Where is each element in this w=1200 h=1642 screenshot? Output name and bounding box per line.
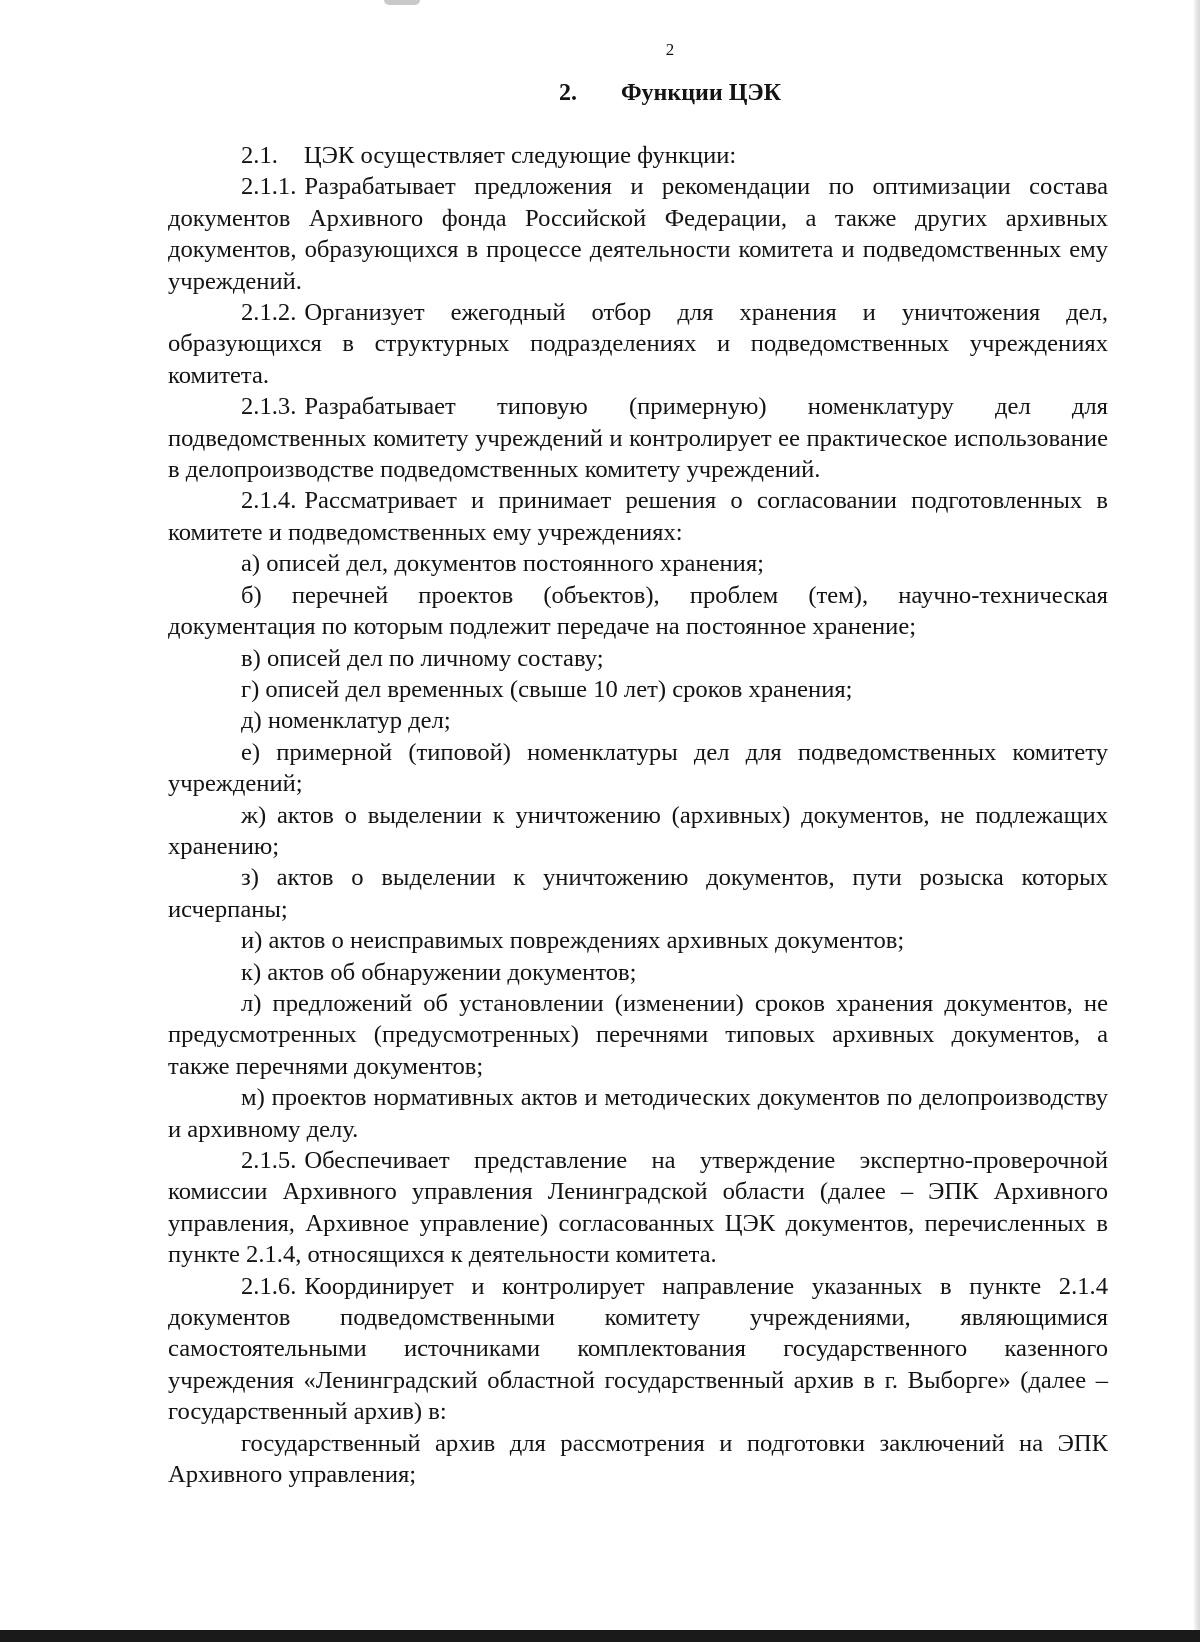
section-title: Функции ЦЭК — [620, 80, 782, 106]
list-item-text: а) описей дел, документов постоянного хранения; — [241, 550, 764, 578]
section-heading — [0, 76, 1200, 110]
list-item — [168, 674, 1108, 705]
paragraph — [168, 1271, 1108, 1428]
document-body — [168, 140, 1108, 1490]
list-item-text: ж) актов о выделении к уничтожению (архивных) документов, не подлежащих хранению; — [168, 801, 1108, 860]
list-item — [168, 925, 1108, 956]
list-item-text: е) примерной (типовой) номенклатуры дел для подведомственных комитету учреждений; — [168, 738, 1108, 798]
list-item — [168, 1428, 1108, 1491]
list-item-text: и) актов о неисправимых повреждениях архивных документов; — [241, 927, 905, 955]
list-item — [168, 737, 1108, 800]
list-item — [168, 548, 1108, 579]
list-item-text: к) актов об обнаружении документов; — [241, 958, 637, 986]
list-item — [168, 988, 1108, 1082]
paragraph-number: 2.1.6. — [241, 1272, 297, 1300]
paragraph-number: 2.1.5. — [241, 1147, 297, 1174]
paragraph-number: 2.1.4. — [241, 487, 297, 515]
paragraph-text: Координирует и контролирует направление указанных в пункте 2.1.4 документов подведомственными комитету учреждениями, являющимися самостоятельными источниками комплектования государственного казенного учреждения «Ленинградский областной государственный архив в г. Выборге» (далее – государственный архив) в: — [168, 1272, 1108, 1426]
paragraph-text: Обеспечивает представление на утверждение экспертно-проверочной комиссии Архивного управления Ленинградской области (далее – ЭПК Архивного управления, Архивное управление) согласованных ЦЭК документов, перечисленных в пункте 2.1.4, относящихся к деятельности комитета. — [168, 1147, 1108, 1269]
list-item — [168, 580, 1108, 643]
paragraph — [168, 1145, 1108, 1271]
list-item-text: б) перечней проектов (объектов), проблем (тем), научно-техническая документация по которым подлежит передаче на постоянное хранение; — [168, 581, 1108, 641]
list-item — [168, 800, 1108, 863]
scan-artifact — [384, 0, 420, 5]
paragraph-text: Разрабатывает предложения и рекомендации по оптимизации состава документов Архивного фонда Российской Федерации, а также других архивных документов, образующихся в процессе деятельности комитета и подведомственных ему учреждений. — [168, 173, 1108, 295]
paragraph — [168, 485, 1108, 548]
list-item — [168, 1082, 1108, 1145]
page-number: 2 — [665, 40, 675, 59]
paragraph-number: 2.1. — [241, 142, 278, 169]
paragraph — [168, 297, 1108, 391]
list-item — [168, 862, 1108, 925]
scan-edge — [0, 1630, 1200, 1642]
list-item-text: л) предложений об установлении (изменении) сроков хранения документов, не предусмотренных (предусмотренных) перечнями типовых архивных документов, а также перечнями документов; — [168, 989, 1108, 1080]
list-item-text: з) актов о выделении к уничтожению документов, пути розыска которых исчерпаны; — [168, 864, 1108, 923]
paragraph-number: 2.1.3. — [241, 393, 297, 421]
list-item-text: государственный архив для рассмотрения и подготовки заключений на ЭПК Архивного управления; — [168, 1429, 1108, 1489]
list-item — [168, 957, 1108, 988]
paragraph-text: ЦЭК осуществляет следующие функции: — [303, 142, 737, 169]
list-item — [168, 643, 1108, 674]
paragraph-number: 2.1.1. — [241, 173, 297, 201]
list-item-text: в) описей дел по личному составу; — [241, 644, 604, 672]
list-item-text: м) проектов нормативных актов и методических документов по делопроизводству и архивному делу. — [168, 1084, 1108, 1143]
paragraph-text: Разрабатывает типовую (примерную) номенклатуру дел для подведомственных комитету учреждений и контролирует ее практическое использование в делопроизводстве подведомственных комитету учреждений. — [168, 393, 1108, 484]
section-number: 2. — [558, 80, 577, 106]
paragraph — [168, 171, 1108, 297]
scan-edge — [1194, 0, 1200, 1642]
paragraph — [168, 140, 1108, 171]
paragraph-text: Рассматривает и принимает решения о согласовании подготовленных в комитете и подведомственных ему учреждениях: — [168, 487, 1108, 546]
list-item — [168, 705, 1108, 736]
paragraph-text: Организует ежегодный отбор для хранения и уничтожения дел, образующихся в структурных подразделениях и подведомственных учреждениях комитета. — [168, 299, 1108, 389]
list-item-text: г) описей дел временных (свыше 10 лет) сроков хранения; — [241, 675, 853, 703]
paragraph — [168, 391, 1108, 485]
paragraph-number: 2.1.2. — [241, 299, 297, 327]
list-item-text: д) номенклатур дел; — [241, 707, 451, 735]
